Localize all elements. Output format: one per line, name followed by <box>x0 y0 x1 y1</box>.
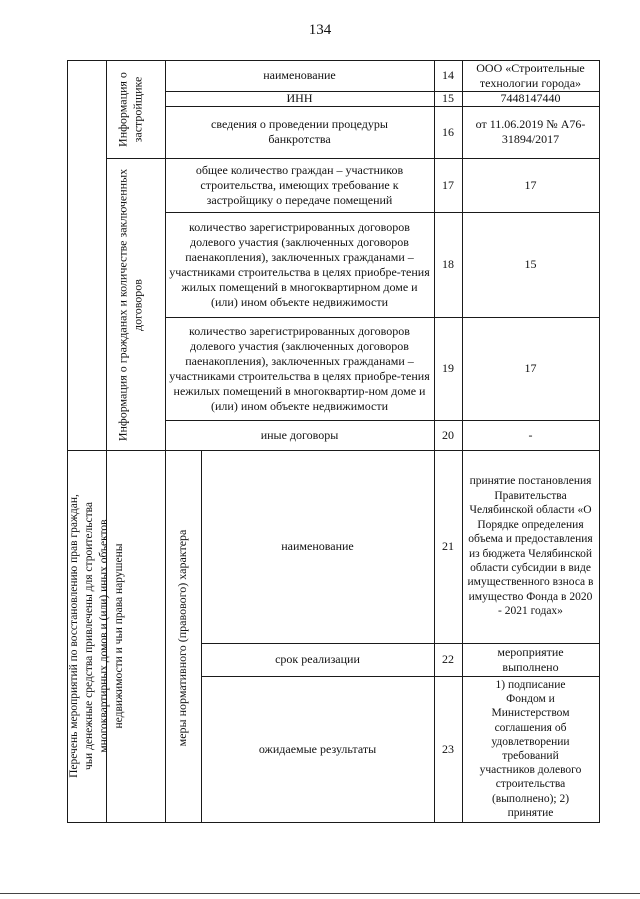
row-23-label: ожидаемые результаты <box>258 741 377 756</box>
row-15-number: 15 <box>442 91 454 105</box>
row-20-number: 20 <box>442 427 454 442</box>
row-19-label: количество зарегистрированных договоров долевого участия (заключенных договоров паенакопления), заключенных гражданами – участниками строительства в целях приобре-тения нежилых помещений в многоквартир-ном доме и (или) ином объекте недвижимости <box>169 323 430 413</box>
row-17-value: 17 <box>524 177 537 192</box>
table-divider <box>165 450 166 822</box>
row-22-value: мероприятие выполнено <box>497 644 564 674</box>
row-14-number: 14 <box>442 68 454 82</box>
row-17-label: общее количество граждан – участников строительства, имеющих требование к застройщику о передаче помещений <box>195 162 404 207</box>
row-19-number: 19 <box>442 361 454 375</box>
row-21-number: 21 <box>442 539 454 553</box>
row-15-label: ИНН <box>286 91 313 105</box>
scan-edge-line <box>0 893 640 894</box>
row-18-number: 18 <box>442 257 454 271</box>
row-22-number: 22 <box>442 652 454 666</box>
row-20-value: - <box>528 427 533 442</box>
row-18-label: количество зарегистрированных договоров долевого участия (заключенных договоров паенакопления), заключенных гражданами – участниками строительства в целях приобре-тения жилых помещений в многоквартирном доме и (или) ином объекте недвижимости <box>169 219 430 309</box>
row-15-value: 7448147440 <box>500 91 561 105</box>
row-14-value: ООО «Строительные технологии города» <box>476 60 585 90</box>
section-normative-measures: меры нормативного (правового) характера <box>174 529 189 747</box>
section-measures-list: Перечень мероприятий по восстановлению прав граждан, чьи денежные средства привлечены для строительства многоквартирных домов и (или) иных объектов недвижимости и чьи права нарушены <box>68 494 125 778</box>
row-21-value: принятие постановления Правительства Челябинской области «О Порядке определения объема и предоставления из бюджета Челябинской области субсидии в виде имущественного взноса в имущество Фонда в 2020 - 2021 годах» <box>467 475 594 618</box>
row-19-value: 17 <box>524 361 537 375</box>
row-20-label: иные договоры <box>260 427 339 442</box>
table-border-bottom <box>67 822 600 823</box>
row-21-label: наименование <box>281 539 354 553</box>
section-citizens-info: Информация о гражданах и количестве заключенных договоров <box>115 168 145 442</box>
row-23-value: 1) подписание Фондом и Министерством соглашения об удовлетворении требований участников долевого строительства (выполнено); 2) принятие <box>479 678 582 819</box>
row-14-label: наименование <box>263 68 336 82</box>
row-16-label: сведения о проведении процедуры банкротства <box>211 117 388 146</box>
section-developer-info: Информация о застройщике <box>115 72 144 147</box>
page-number: 134 <box>308 22 332 38</box>
row-16-value: от 11.06.2019 № А76-31894/2017 <box>475 117 586 146</box>
row-17-number: 17 <box>442 177 454 192</box>
row-16-number: 16 <box>442 124 454 139</box>
table-border-right <box>599 60 600 822</box>
row-22-label: срок реализации <box>275 652 360 666</box>
row-23-number: 23 <box>442 741 454 756</box>
row-18-value: 15 <box>524 257 537 271</box>
